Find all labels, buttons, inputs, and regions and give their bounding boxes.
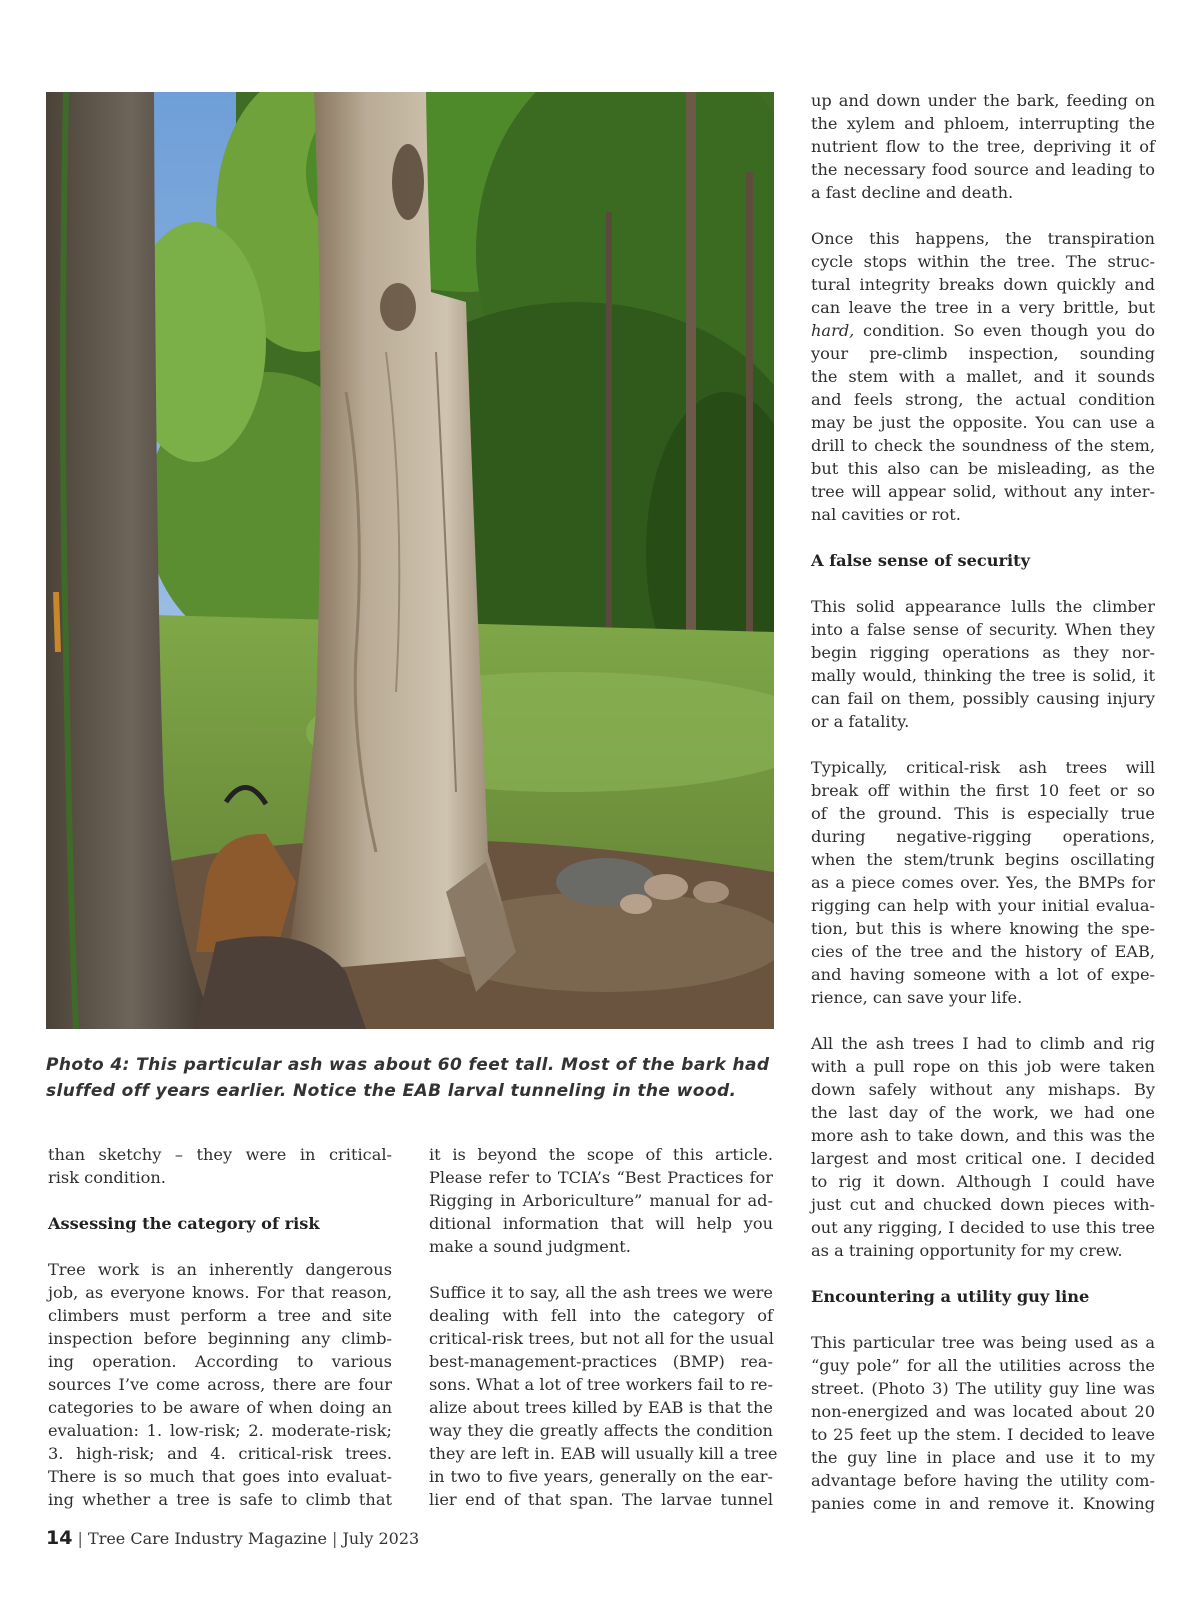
footer-separator: |: [326, 1529, 343, 1548]
text-line: ditional information that will help you: [429, 1214, 773, 1233]
text-line: the xylem and phloem, interrupting the: [811, 114, 1155, 133]
text-line: non-energized and was located about 20: [811, 1402, 1155, 1421]
text-line: ing operation. According to various: [48, 1352, 392, 1371]
text-column-2: [429, 1143, 778, 1534]
text-line: street. (Photo 3) The utility guy line was: [811, 1379, 1155, 1398]
text-line: categories to be aware of when doing an: [48, 1398, 392, 1417]
text-line: up and down under the bark, feeding on: [811, 91, 1155, 110]
text-line: All the ash trees I had to climb and rig: [811, 1034, 1155, 1053]
text-line: the guy line in place and use it to my: [811, 1448, 1155, 1467]
text-line: they are left in. EAB will usually kill a tree: [429, 1444, 778, 1463]
text-line: climbers must perform a tree and site: [48, 1306, 392, 1325]
paragraph: [811, 1032, 1155, 1262]
text-line: break off within the first 10 feet or so: [811, 781, 1155, 800]
text-line: when the stem/trunk begins oscillating: [811, 850, 1155, 869]
text-line: largest and most critical one. I decided: [811, 1149, 1155, 1168]
text-line: [811, 319, 1155, 342]
text-line: 3. high-risk; and 4. critical-risk trees.: [48, 1444, 392, 1463]
paragraph: [48, 1258, 392, 1511]
text-line: “guy pole” for all the utilities across the: [811, 1356, 1155, 1375]
text-line: rience, can save your life.: [811, 988, 1023, 1007]
publication-name: Tree Care Industry Magazine: [88, 1529, 327, 1548]
text-line: down safely without any mishaps. By: [811, 1080, 1155, 1099]
text-line: Once this happens, the transpiration: [811, 229, 1155, 248]
text-line: of the ground. This is especially true: [811, 804, 1155, 823]
text-line: This solid appearance lulls the climber: [811, 597, 1155, 616]
issue-date: July 2023: [342, 1529, 420, 1548]
text-line: to 25 feet up the stem. I decided to leave: [811, 1425, 1155, 1444]
text-line: This particular tree was being used as a: [811, 1333, 1155, 1352]
paragraph: [811, 89, 1155, 204]
paragraph: [429, 1281, 778, 1511]
text-line: tion, but this is where knowing the spe-: [811, 919, 1155, 938]
paragraph: [811, 595, 1155, 733]
text-line: can leave the tree in a very brittle, but: [811, 298, 1155, 317]
text-line: sources I’ve come across, there are four: [48, 1375, 392, 1394]
text-line: Tree work is an inherently dangerous: [48, 1260, 392, 1279]
text-line: lier end of that span. The larvae tunnel: [429, 1490, 773, 1509]
text-line: begin rigging operations as they nor-: [811, 643, 1155, 662]
text-line: tural integrity breaks down quickly and: [811, 275, 1155, 294]
photo-ash-tree-icon: [46, 92, 774, 1029]
text-line: or a fatality.: [811, 712, 910, 731]
text-line: out any rigging, I decided to use this tree: [811, 1218, 1155, 1237]
text-line: ing whether a tree is safe to climb that: [48, 1490, 392, 1509]
italic-word: hard,: [811, 321, 855, 340]
caption-line: Photo 4: This particular ash was about 60 feet tall. Most of the bark had: [46, 1055, 770, 1075]
text-line: panies come in and remove it. Knowing: [811, 1494, 1155, 1513]
text-line: advantage before having the utility com-: [811, 1471, 1155, 1490]
text-line: cies of the tree and the history of EAB,: [811, 942, 1155, 961]
text-line: as a piece comes over. Yes, the BMPs for: [811, 873, 1155, 892]
text-column-1: [48, 1143, 392, 1534]
text-line: may be just the opposite. You can use a: [811, 413, 1155, 432]
paragraph: [811, 1331, 1155, 1515]
text-line: Please refer to TCIA’s “Best Practices for: [429, 1168, 773, 1187]
text-line: dealing with fell into the category of: [429, 1306, 773, 1325]
text-line: critical-risk trees, but not all for the usual: [429, 1329, 774, 1348]
text-line: your pre-climb inspection, sounding: [811, 344, 1155, 363]
footer-separator: |: [72, 1529, 89, 1548]
text-line: way they die greatly affects the condition: [429, 1421, 773, 1440]
text-line: and feels strong, the actual condition: [811, 390, 1155, 409]
text-line: the necessary food source and leading to: [811, 160, 1155, 179]
text-line: nutrient flow to the tree, depriving it of: [811, 137, 1155, 156]
text-line: job, as everyone knows. For that reason,: [48, 1283, 392, 1302]
section-heading: A false sense of security: [811, 551, 1031, 570]
text-line: it is beyond the scope of this article.: [429, 1145, 773, 1164]
paragraph: [48, 1143, 392, 1189]
text-line: best-management-practices (BMP) rea-: [429, 1352, 773, 1371]
text-column-3: [811, 89, 1155, 1538]
text-line: more ash to take down, and this was the: [811, 1126, 1155, 1145]
text-line: a fast decline and death.: [811, 183, 1014, 202]
text-line: drill to check the soundness of the stem,: [811, 436, 1155, 455]
text-line: the last day of the work, we had one: [811, 1103, 1155, 1122]
text-line: can fail on them, possibly causing injury: [811, 689, 1155, 708]
text-line: sons. What a lot of tree workers fail to re-: [429, 1375, 773, 1394]
text-line: risk condition.: [48, 1168, 166, 1187]
photo-caption: [46, 1052, 776, 1104]
text-line: Suffice it to say, all the ash trees we were: [429, 1283, 773, 1302]
text-fragment: condition. So even though you do: [854, 321, 1155, 340]
page-footer: [46, 1527, 419, 1549]
paragraph: [811, 227, 1155, 526]
text-line: just cut and chucked down pieces with-: [811, 1195, 1155, 1214]
text-line: mally would, thinking the tree is solid, it: [811, 666, 1155, 685]
text-line: Rigging in Arboriculture” manual for ad-: [429, 1191, 773, 1210]
section-heading: Assessing the category of risk: [48, 1214, 320, 1233]
text-line: Typically, critical-risk ash trees will: [811, 758, 1155, 777]
text-line: make a sound judgment.: [429, 1237, 631, 1256]
text-line: tree will appear solid, without any inter-: [811, 482, 1155, 501]
text-line: into a false sense of security. When they: [811, 620, 1155, 639]
paragraph: [811, 756, 1155, 1009]
text-line: but this also can be misleading, as the: [811, 459, 1155, 478]
text-line: inspection before beginning any climb-: [48, 1329, 392, 1348]
text-line: the stem with a mallet, and it sounds: [811, 367, 1155, 386]
article-photo: [46, 92, 774, 1029]
text-line: as a training opportunity for my crew.: [811, 1241, 1123, 1260]
text-line: in two to five years, generally on the ear-: [429, 1467, 773, 1486]
text-line: during negative-rigging operations,: [811, 827, 1155, 846]
text-line: with a pull rope on this job were taken: [811, 1057, 1155, 1076]
text-line: to rig it down. Although I could have: [811, 1172, 1155, 1191]
caption-line: sluffed off years earlier. Notice the EAB larval tunneling in the wood.: [46, 1081, 737, 1101]
text-line: evaluation: 1. low-risk; 2. moderate-risk;: [48, 1421, 392, 1440]
text-line: There is so much that goes into evaluat-: [48, 1467, 392, 1486]
text-line: than sketchy – they were in critical-: [48, 1145, 392, 1164]
text-line: and having someone with a lot of expe-: [811, 965, 1155, 984]
section-heading: Encountering a utility guy line: [811, 1287, 1090, 1306]
text-line: alize about trees killed by EAB is that the: [429, 1398, 773, 1417]
text-line: nal cavities or rot.: [811, 505, 961, 524]
paragraph: [429, 1143, 773, 1258]
text-line: cycle stops within the tree. The struc-: [811, 252, 1155, 271]
page-number: 14: [46, 1527, 73, 1549]
text-line: rigging can help with your initial evalua-: [811, 896, 1155, 915]
